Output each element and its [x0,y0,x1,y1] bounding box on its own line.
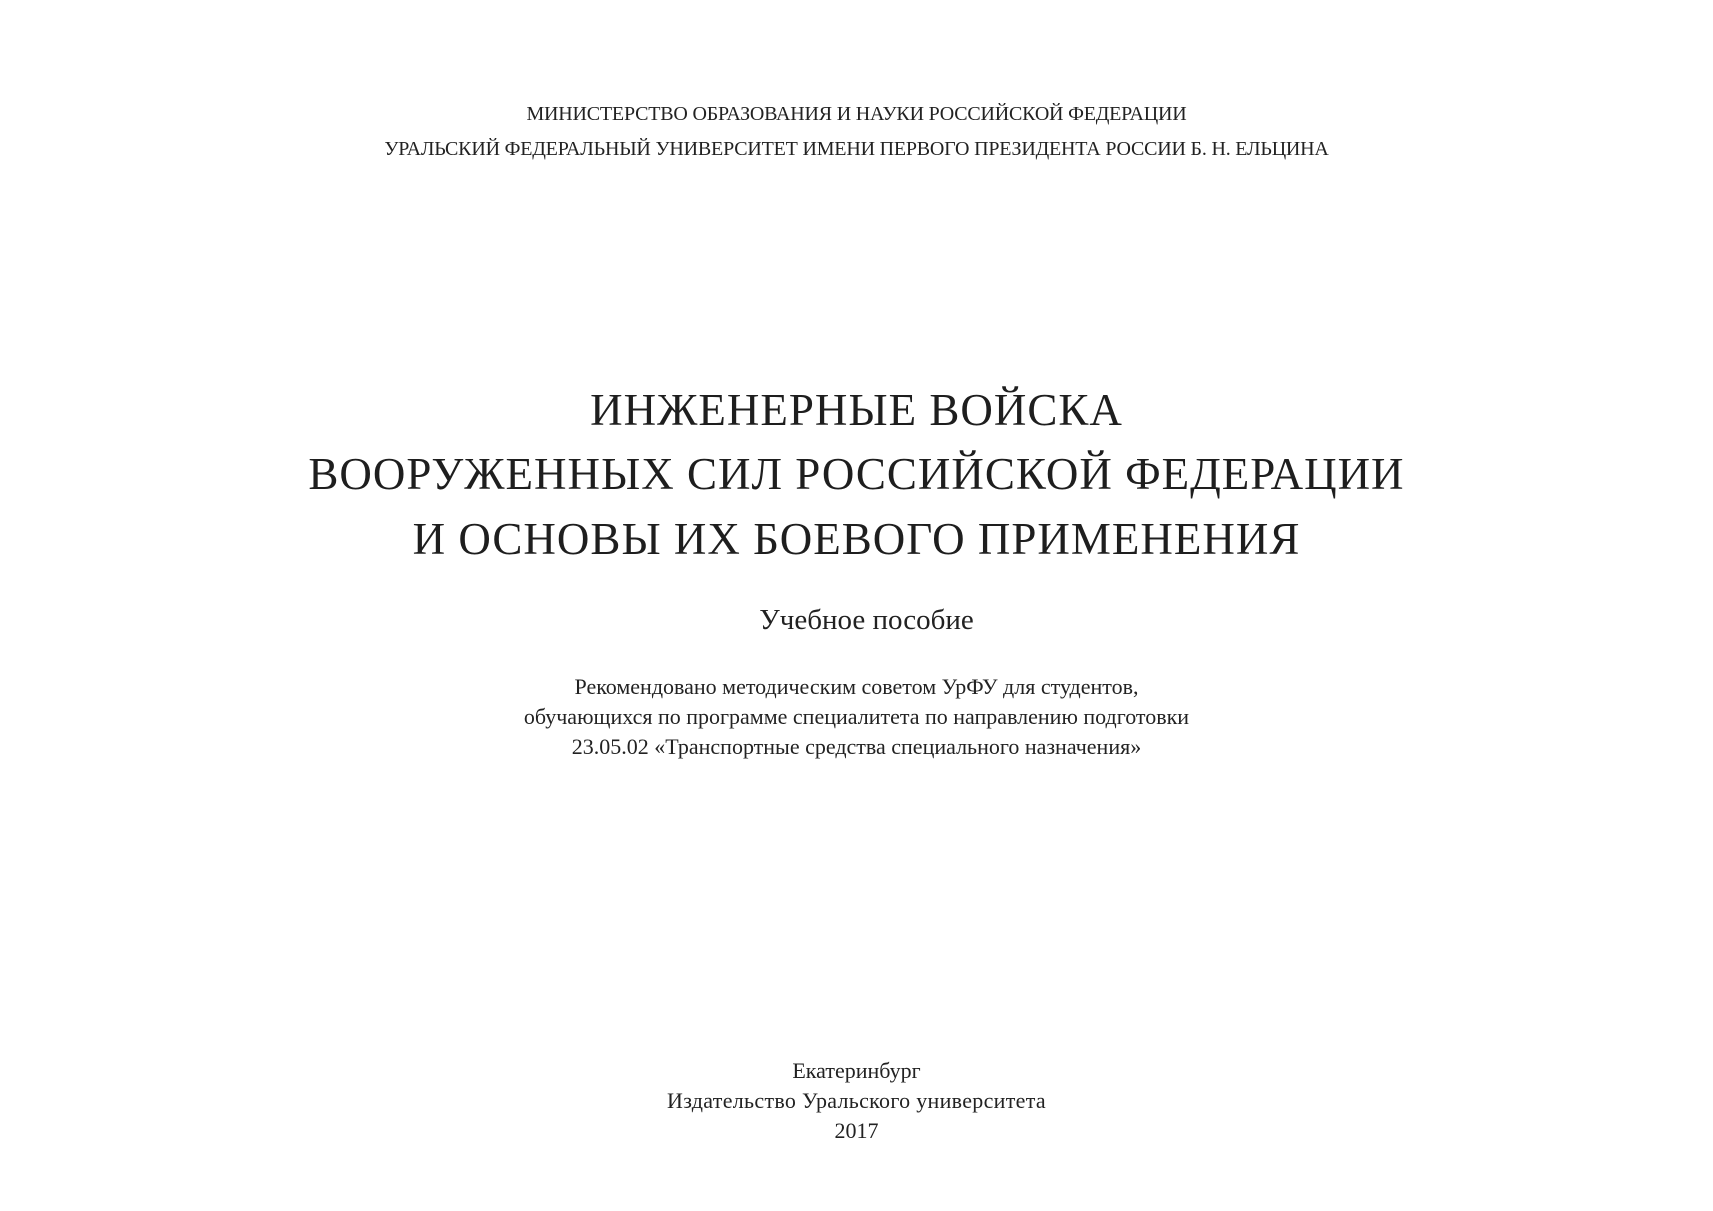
imprint-publisher: Издательство Уральского университета [667,1088,1046,1113]
book-title-line-2: ВООРУЖЕННЫХ СИЛ РОССИЙСКОЙ ФЕДЕРАЦИИ [308,449,1405,499]
recommendation-line-3: 23.05.02 «Транспортные средства специального назначения» [571,734,1142,759]
imprint-city: Екатеринбург [792,1058,921,1083]
ministry-name: МИНИСТЕРСТВО ОБРАЗОВАНИЯ И НАУКИ РОССИЙСКОЙ ФЕДЕРАЦИИ [526,103,1187,125]
book-title-line-3: И ОСНОВЫ ИХ БОЕВОГО ПРИМЕНЕНИЯ [412,514,1301,564]
book-title-line-1: ИНЖЕНЕРНЫЕ ВОЙСКА [590,385,1123,435]
imprint-year: 2017 [834,1118,879,1143]
recommendation-line-1: Рекомендовано методическим советом УрФУ для студентов, [574,674,1139,699]
publication-type: Учебное пособие [759,604,974,636]
recommendation-line-2: обучающихся по программе специалитета по направлению подготовки [523,704,1190,729]
university-name: УРАЛЬСКИЙ ФЕДЕРАЛЬНЫЙ УНИВЕРСИТЕТ ИМЕНИ ПЕРВОГО ПРЕЗИДЕНТА РОССИИ Б. Н. ЕЛЬЦИНА [384,138,1329,160]
